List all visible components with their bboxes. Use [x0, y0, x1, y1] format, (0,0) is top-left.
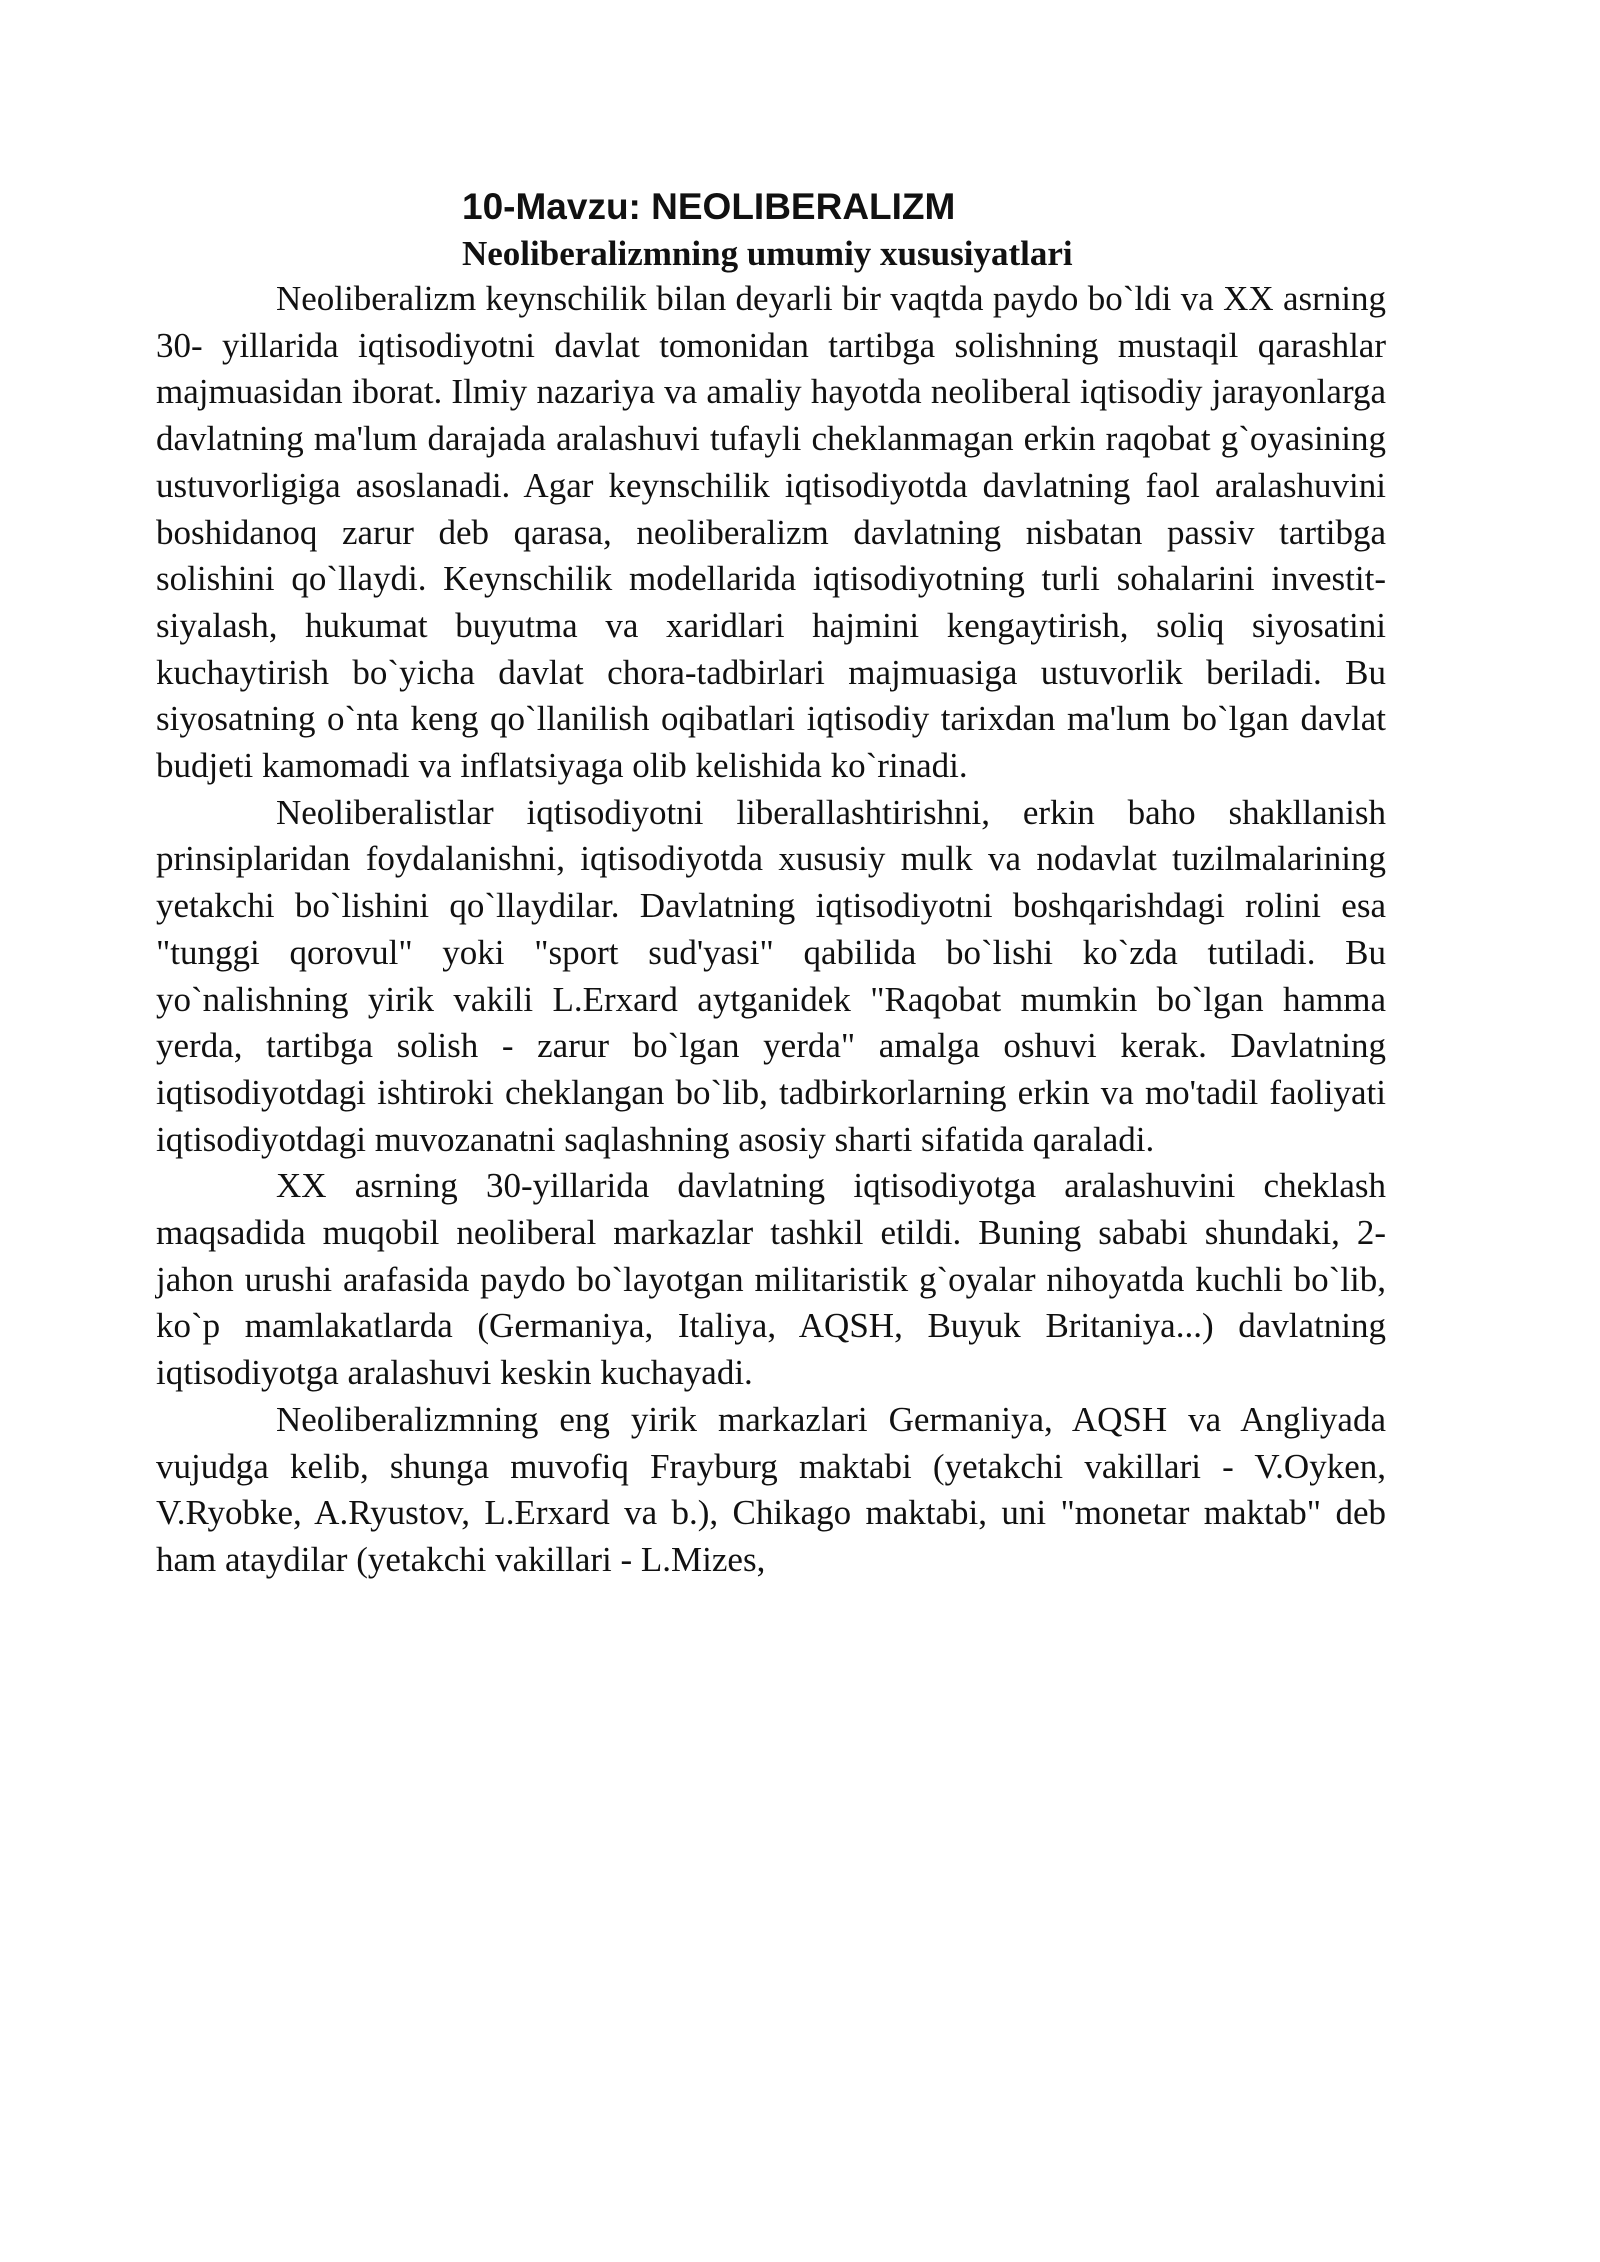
document-body — [156, 182, 1386, 1584]
section-subtitle: Neoliberalizmning umumiy xususiyatlari — [462, 234, 1073, 273]
lecture-title: 10-Mavzu: NEOLIBERALIZM — [462, 186, 956, 227]
paragraph-3: XX asrning 30-yillarida davlatning iqtisodiyotga aralashuvini cheklash maqsadida muqobil neoliberal markazlar tashkil etildi. Buning sababi shundaki, 2-jahon urushi arafasida paydo bo`layotgan militaristik g`oyalar nihoyatda kuchli bo`lib, ko`p mamlakatlarda (Germaniya, Italiya, AQSH, Buyuk Britaniya...) davlatning iqtisodiyotga aralashuvi keskin kuchayadi. — [156, 1166, 1386, 1393]
paragraph-1: Neoliberalizm keynschilik bilan deyarli bir vaqtda paydo bo`ldi va XX asrning 30- yillarida iqtisodiyotni davlat tomonidan tartibga solishning mustaqil qarashlar majmuasidan iborat. Ilmiy nazariya va amaliy hayotda neoliberal iqtisodiy jarayonlarga davlatning ma'lum darajada aralashuvi tufayli cheklanmagan erkin raqobat g`oyasining ustuvorligiga asoslanadi. Agar keynschilik iqtisodiyotda davlatning faol aralashuvini boshidanoq zarur deb qarasa, neoliberalizm davlatning nisbatan passiv tartibga solishini qo`llaydi. Keynschilik modellarida iqtisodiyotning turli sohalarini investitsiyalash, hukumat buyutma va xaridlari hajmini kengaytirish, soliq siyosatini kuchaytirish bo`yicha davlat chora-tadbirlari majmuasiga ustuvorlik beriladi. Bu siyosatning o`nta keng qo`llanilish oqibatlari iqtisodiy tarixdan ma'lum bo`lgan davlat budjeti kamomadi va inflatsiyaga olib kelishida ko`rinadi. — [156, 279, 1386, 786]
paragraph-4: Neoliberalizmning eng yirik markazlari Germaniya, AQSH va Angliyada vujudga kelib, shunga muvofiq Frayburg maktabi (yetakchi vakillari - V.Oyken, V.Ryobke, A.Ryustov, L.Erxard va b.), Chikago maktabi, uni "monetar maktab" deb ham ataydilar (yetakchi vakillari - L.Mizes, — [156, 1399, 1386, 1579]
paragraph-2: Neoliberalistlar iqtisodiyotni liberallashtirishni, erkin baho shakllanish prinsiplaridan foydalanishni, iqtisodiyotda xususiy mulk va nodavlat tuzilmalarining yetakchi bo`lishini qo`llaydilar. Davlatning iqtisodiyotni boshqarishdagi rolini esa "tunggi qorovul" yoki "sport sud'yasi" qabilida bo`lishi ko`zda tutiladi. Bu yo`nalishning yirik vakili L.Erxard aytganidek "Raqobat mumkin bo`lgan hamma yerda, tartibga solish - zarur bo`lgan yerda" amalga oshuvi kerak. Davlatning iqtisodiyotdagi ishtiroki cheklangan bo`lib, tadbirkorlarning erkin va mo'tadil faoliyati iqtisodiyotdagi muvozanatni saqlashning asosiy sharti sifatida qaraladi. — [156, 792, 1386, 1159]
